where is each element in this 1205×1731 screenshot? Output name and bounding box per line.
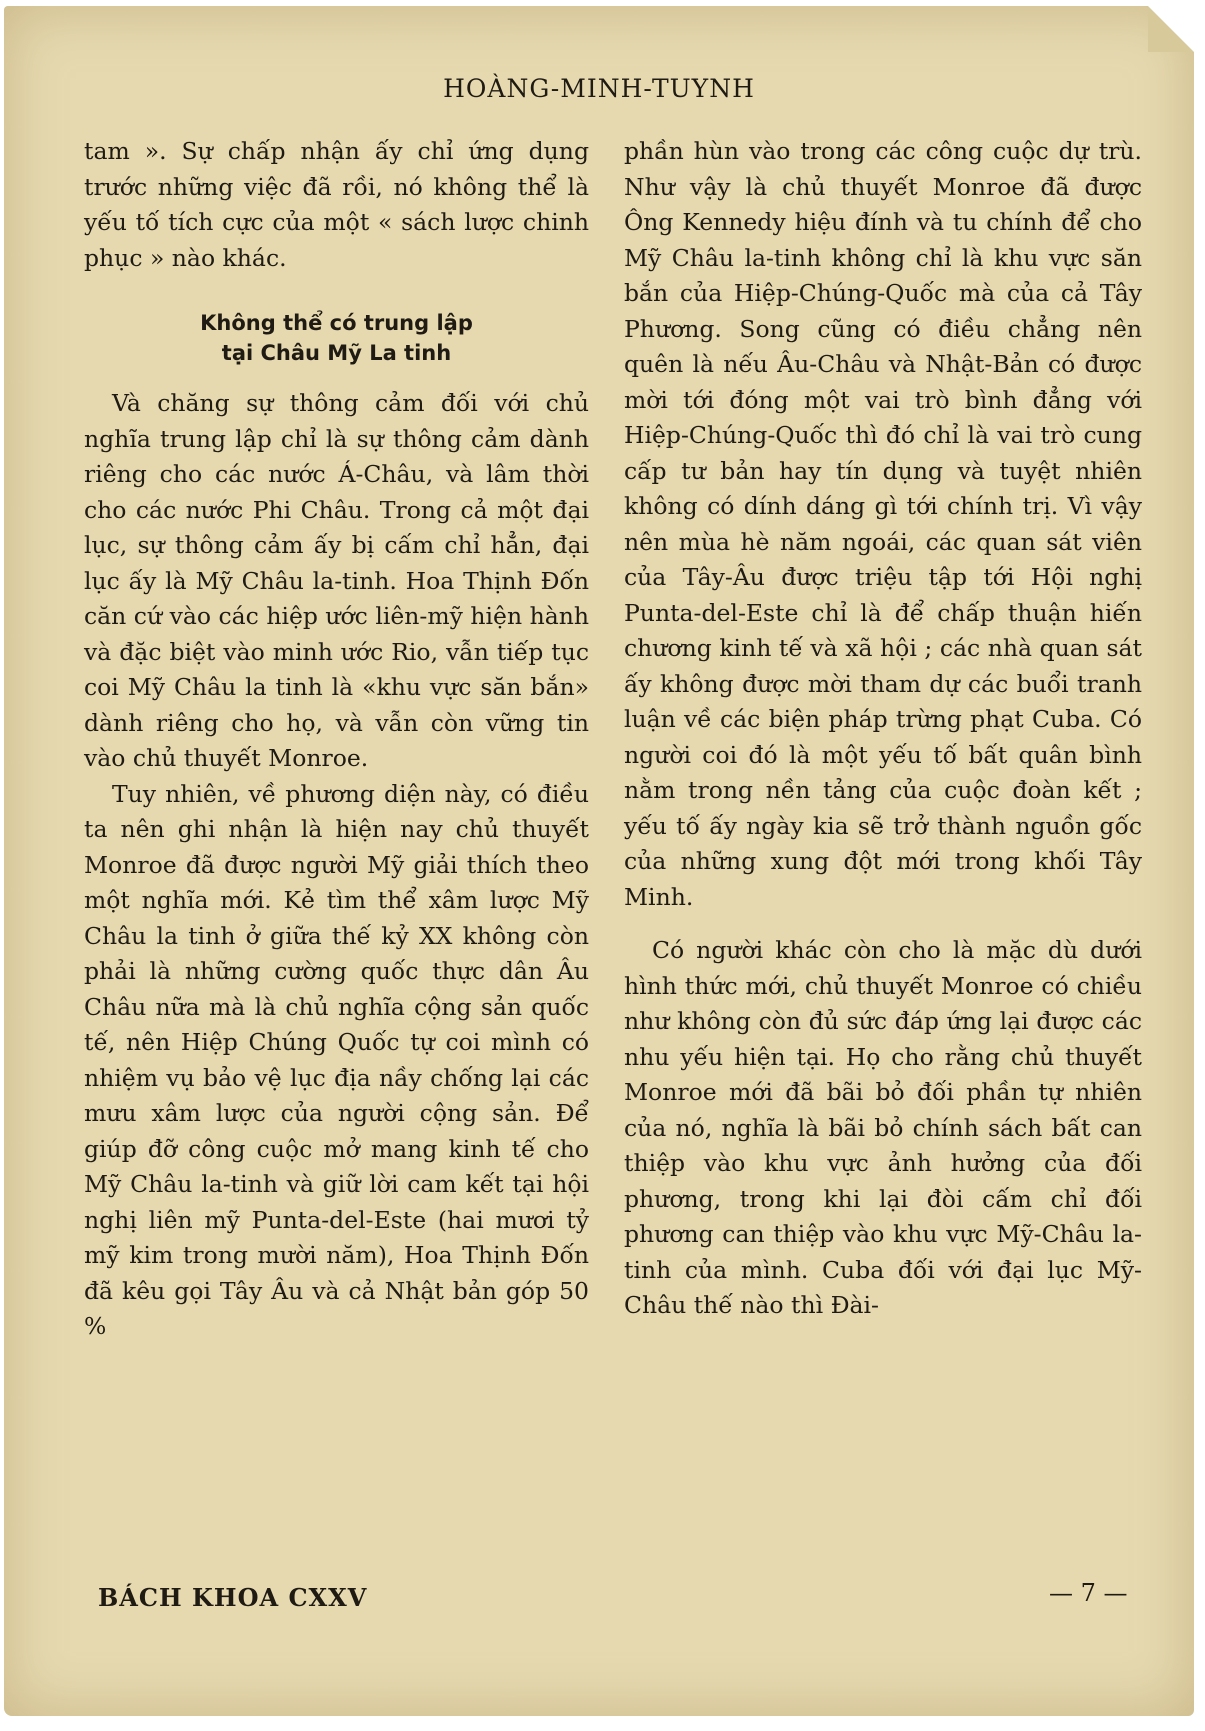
paragraph: tam ». Sự chấp nhận ấy chỉ ứng dụng trước những việc đã rồi, nó không thể là yếu tố tích cực của một « sách lược chinh phục » nào khác.: [84, 137, 589, 272]
running-head: HOÀNG-MINH-TUYNH: [443, 74, 755, 103]
paragraph: Và chăng sự thông cảm đối với chủ nghĩa trung lập chỉ là sự thông cảm dành riêng cho các nước Á-Châu, và lâm thời cho các nước Phi Châu. Trong cả một đại lục, sự thông cảm ấy bị cấm chỉ hẳn, đại lục ấy là Mỹ Châu la-tinh. Hoa Thịnh Đốn căn cứ vào các hiệp ước liên-mỹ hiện hành và đặc biệt vào minh ước Rio, vẫn tiếp tục coi Mỹ Châu la tinh là «khu vực săn bắn» dành riêng cho họ, và vẫn còn vững tin vào chủ thuyết Monroe.: [84, 389, 589, 772]
paragraph: Có người khác còn cho là mặc dù dưới hình thức mới, chủ thuyết Monroe có chiều như không còn đủ sức đáp ứng lại được các nhu yếu hiện tại. Họ cho rằng chủ thuyết Monroe mới đã bãi bỏ đối phần tự nhiên của nó, nghĩa là bãi bỏ chính sách bất can thiệp vào khu vực ảnh hưởng của đối phương, trong khi lại đòi cấm chỉ đối phương can thiệp vào khu vực Mỹ-Châu la-tinh của mình. Cuba đối với đại lục Mỹ-Châu thế nào thì Đài-: [624, 936, 1142, 1319]
section-subheading: [84, 308, 589, 368]
subheading-line: tại Châu Mỹ La tinh: [221, 341, 452, 365]
page-number: — 7 —: [1049, 1579, 1128, 1607]
subheading-line: Không thể có trung lập: [200, 311, 473, 335]
paragraph: phần hùn vào trong các công cuộc dự trù. Như vậy là chủ thuyết Monroe đã được Ông Kennedy hiệu đính và tu chính để cho Mỹ Châu la-tinh không chỉ là khu vực săn bắn của Hiệp-Chúng-Quốc mà của cả Tây Phương. Song cũng có điều chẳng nên quên là nếu Âu-Châu và Nhật-Bản có được mời tới đóng một vai trò bình đẳng với Hiệp-Chúng-Quốc thì đó chỉ là vai trò cung cấp tư bản hay tín dụng và tuyệt nhiên không có dính dáng gì tới chính trị. Vì vậy nên mùa hè năm ngoái, các quan sát viên của Tây-Âu được triệu tập tới Hội nghị Punta-del-Este chỉ là để chấp thuận hiến chương kinh tế và xã hội ; các nhà quan sát ấy không được mời tham dự các buổi tranh luận về các biện pháp trừng phạt Cuba. Có người coi đó là một yếu tố bất quân bình nằm trong nền tảng của cuộc đoàn kết ; yếu tố ấy ngày kia sẽ trở thành nguồn gốc của những xung đột mới trong khối Tây Minh.: [624, 137, 1142, 911]
magazine-page: [4, 6, 1194, 1716]
left-column: [84, 134, 589, 1345]
folded-corner: [1148, 6, 1194, 52]
right-column: [624, 134, 1142, 1324]
journal-footer: BÁCH KHOA CXXV: [98, 1583, 368, 1612]
paragraph: Tuy nhiên, về phương diện này, có điều ta nên ghi nhận là hiện nay chủ thuyết Monroe đã được người Mỹ giải thích theo một nghĩa mới. Kẻ tìm thể xâm lược Mỹ Châu la tinh ở giữa thế kỷ XX không còn phải là những cường quốc thực dân Âu Châu nữa mà là chủ nghĩa cộng sản quốc tế, nên Hiệp Chúng Quốc tự coi mình có nhiệm vụ bảo vệ lục địa nầy chống lại các mưu xâm lược của người cộng sản. Để giúp đỡ công cuộc mở mang kinh tế cho Mỹ Châu la-tinh và giữ lời cam kết tại hội nghị liên mỹ Punta-del-Este (hai mươi tỷ mỹ kim trong mười năm), Hoa Thịnh Đốn đã kêu gọi Tây Âu và cả Nhật bản góp 50 %: [84, 779, 589, 1340]
